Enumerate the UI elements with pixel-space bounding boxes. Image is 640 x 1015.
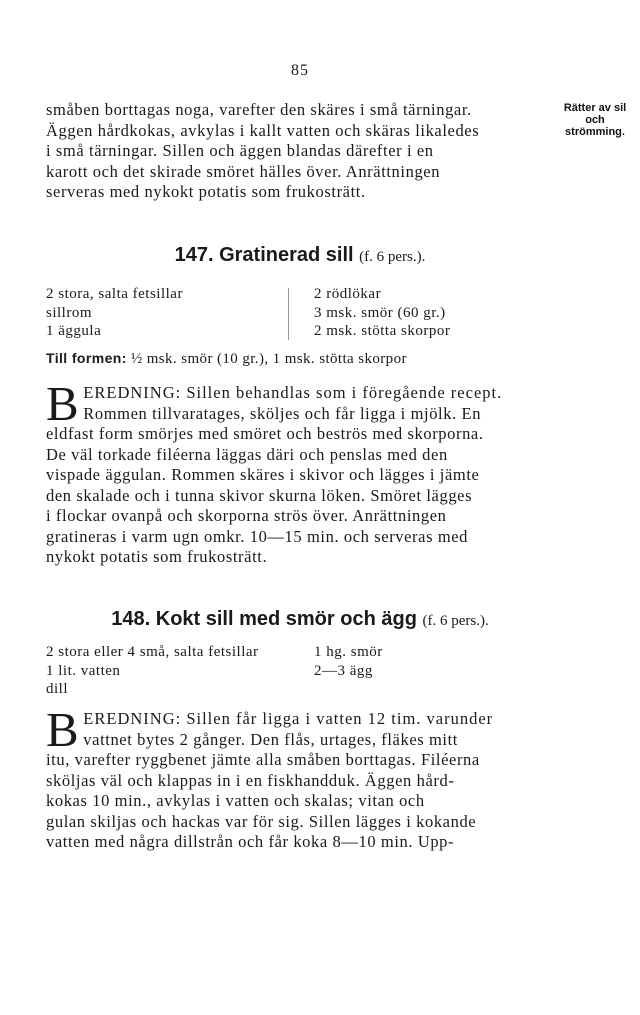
margin-note <box>550 102 640 138</box>
page-number: 85 <box>291 62 309 79</box>
form-instructions <box>46 350 407 368</box>
recipe-title: 148. Kokt sill med smör och ägg <box>111 608 417 630</box>
ingredient: dill <box>46 681 69 697</box>
text-line: sköljas väl och klappas in i en fiskhandduk. Äggen hård- <box>46 770 455 790</box>
ingredients-left <box>46 643 259 699</box>
text-line: i flockar ovanpå och skorporna strös över. Anrättningen <box>46 506 447 525</box>
recipe-serves: (f. 6 pers.). <box>359 249 426 265</box>
ingredient: 2 stora, salta fetsillar <box>46 286 183 302</box>
text-line: EREDNING: Sillen får ligga i vatten 12 tim. varunder <box>83 709 494 728</box>
margin-note-line: Rätter av sil <box>563 102 627 114</box>
ingredients-left <box>46 285 183 341</box>
ingredient: 1 hg. smör <box>314 644 383 660</box>
text-line: vatten med några dillstrån och får koka 8—10 min. Upp- <box>46 832 455 851</box>
drop-cap: B <box>46 376 80 431</box>
text-line: vattnet bytes 2 gånger. Den flås, urtages, fläkes mitt <box>83 729 458 749</box>
text-line: EREDNING: Sillen behandlas som i föregående recept. <box>83 383 503 402</box>
text-line: vispade äggulan. Rommen skäres i skivor och lägges i jämte <box>46 465 480 484</box>
drop-cap: B <box>46 702 80 757</box>
ingredients-right <box>314 643 383 680</box>
ingredients-right <box>314 285 450 341</box>
text-line: gulan skiljas och hackas var för sig. Sillen lägges i kokande <box>46 811 477 831</box>
ingredient: 3 msk. smör (60 gr.) <box>314 304 446 321</box>
text-line: Rommen tillvaratages, sköljes och får ligga i mjölk. En <box>83 403 482 423</box>
ingredient: 2—3 ägg <box>314 662 373 679</box>
column-divider <box>288 288 289 340</box>
recipe-148-heading <box>0 608 600 631</box>
margin-note-line: och <box>585 114 605 126</box>
text-line: Äggen hårdkokas, avkylas i kallt vatten och skäras likaledes <box>46 120 480 140</box>
text-line: De väl torkade filéerna läggas däri och penslas med den <box>46 444 448 464</box>
margin-note-line: strömming. <box>565 126 625 138</box>
recipe-serves: (f. 6 pers.). <box>422 613 489 629</box>
form-label: Till formen: <box>46 350 127 366</box>
text-line: gratineras i varm ugn omkr. 10—15 min. och serveras med <box>46 526 469 546</box>
recipe-148-method <box>46 702 556 853</box>
text-line: i små tärningar. Sillen och äggen blandas därefter i en <box>46 141 434 160</box>
intro-paragraph <box>46 100 556 203</box>
ingredient: 1 lit. vatten <box>46 662 121 679</box>
ingredient: 2 rödlökar <box>314 286 382 302</box>
text-line: karott och det skirade smöret hälles över. Anrättningen <box>46 161 441 181</box>
ingredient: 2 stora eller 4 små, salta fetsillar <box>46 644 259 660</box>
text-line: småben borttagas noga, varefter den skäres i små tärningar. <box>46 100 472 119</box>
text-line: den skalade och i tunna skivor skurna löken. Smöret lägges <box>46 485 473 505</box>
ingredient: 2 msk. stötta skorpor <box>314 323 451 339</box>
text-line: serveras med nykokt potatis som frukosträtt. <box>46 182 366 201</box>
text-line: kokas 10 min., avkylas i vatten och skalas; vitan och <box>46 791 425 810</box>
recipe-title: 147. Gratinerad sill <box>174 244 354 266</box>
recipe-147-heading <box>0 244 600 267</box>
text-line: nykokt potatis som frukosträtt. <box>46 547 268 566</box>
ingredient: 1 äggula <box>46 323 102 339</box>
form-text: ½ msk. smör (10 gr.), 1 msk. stötta skorpor <box>130 351 407 367</box>
text-line: itu, varefter ryggbenet jämte alla småben borttagas. Filéerna <box>46 750 480 769</box>
recipe-147-method <box>46 376 556 568</box>
text-line: eldfast form smörjes med smöret och beströs med skorporna. <box>46 424 484 443</box>
ingredient: sillrom <box>46 304 93 321</box>
